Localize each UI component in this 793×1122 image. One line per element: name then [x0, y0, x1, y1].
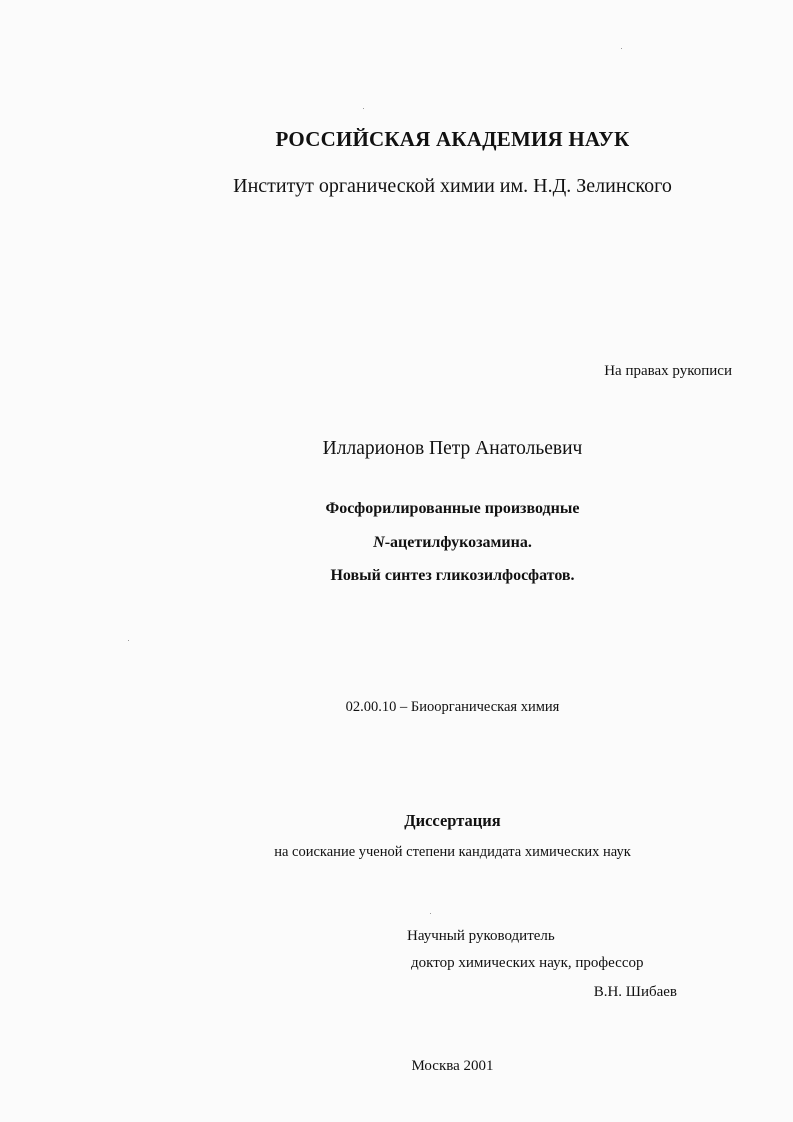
thesis-title-line-3: Новый синтез гликозилфосфатов.: [330, 567, 575, 584]
supervisor-name: В.Н. Шибаев: [593, 984, 677, 1000]
thesis-title-line-1: Фосфорилированные производные: [325, 500, 580, 517]
thesis-title-line-2: [0, 535, 793, 551]
scan-speck: [430, 913, 431, 914]
author-name: Илларионов Петр Анатольевич: [322, 438, 583, 459]
supervisor-credentials: доктор химических наук, профессор: [411, 955, 644, 971]
institute-name: Институт органической химии им. Н.Д. Зелинского: [233, 175, 672, 197]
thesis-title-italic-n: N: [373, 534, 385, 551]
specialty-code: 02.00.10 – Биоорганическая химия: [345, 699, 560, 715]
scan-speck: [363, 108, 364, 109]
manuscript-note: На правах рукописи: [604, 363, 732, 379]
city-year: Москва 2001: [411, 1058, 494, 1074]
scan-speck: [621, 48, 622, 49]
degree-statement: на соискание ученой степени кандидата химических наук: [274, 844, 631, 860]
thesis-title-line-2-rest: -ацетилфукозамина.: [384, 534, 532, 551]
scan-speck: [128, 640, 129, 641]
academy-heading: РОССИЙСКАЯ АКАДЕМИЯ НАУК: [275, 127, 630, 151]
work-type: Диссертация: [404, 811, 501, 830]
supervisor-role: Научный руководитель: [407, 928, 555, 944]
